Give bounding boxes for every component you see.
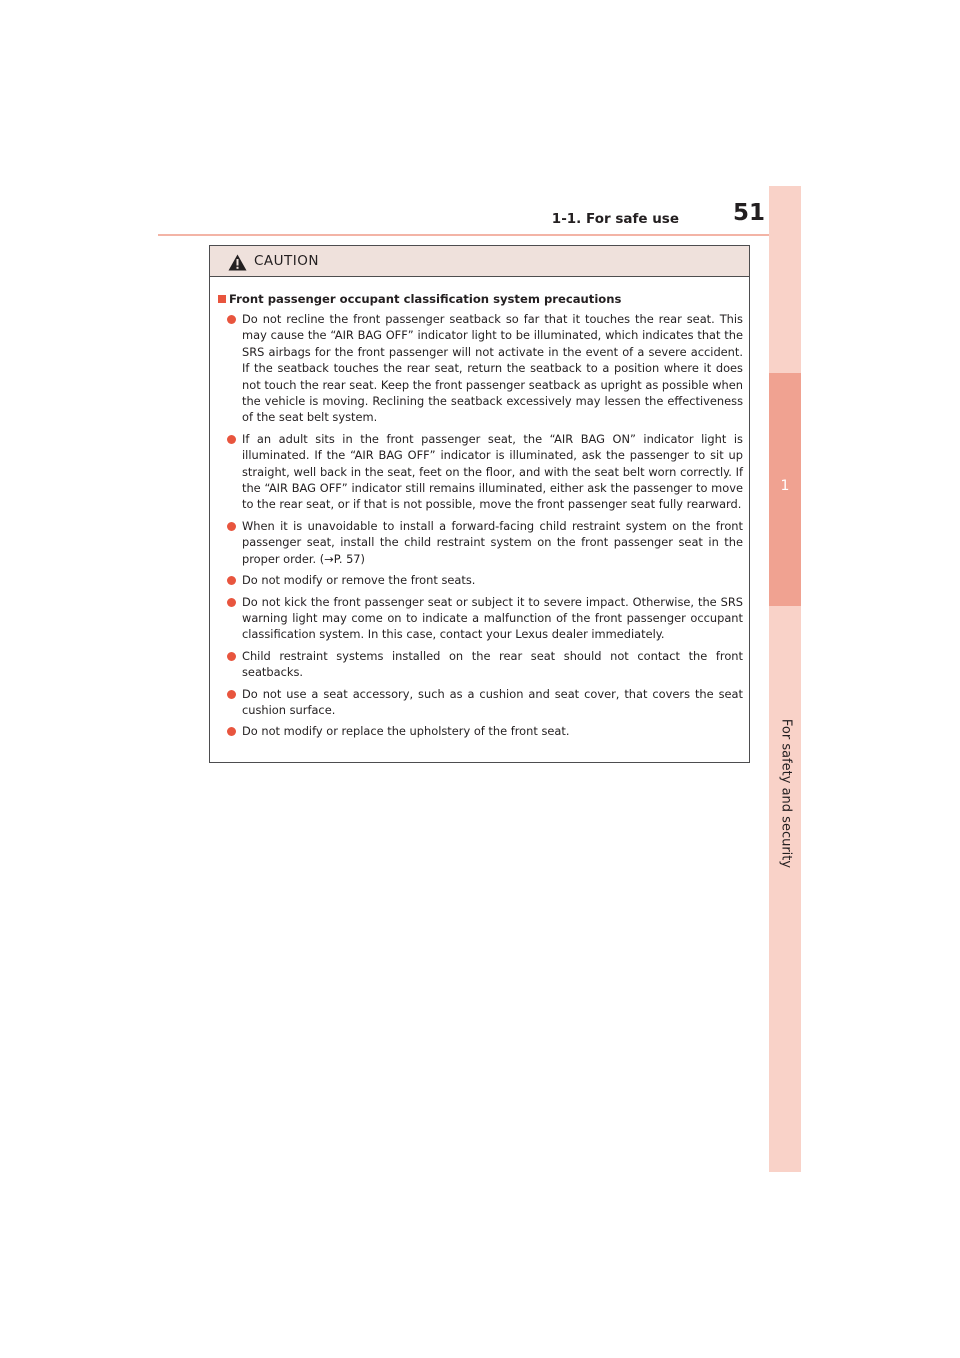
bullet-dot-icon bbox=[227, 435, 236, 444]
caution-heading-text: Front passenger occupant classification system precautions bbox=[229, 292, 622, 306]
caution-item bbox=[218, 311, 743, 426]
chapter-label: For safety and security bbox=[778, 718, 794, 869]
caution-title: CAUTION bbox=[254, 253, 319, 269]
caution-item-text: Do not recline the front passenger seatback so far that it touches the rear seat. This may cause the “AIR BAG OFF” indicator light to be illuminated, which indicates that the SRS airbags for the front passenger will not activate in the event of a severe accident. If the seatback touches the rear seat, return the seatback to a position where it does not touch the rear seat. Keep the front passenger seatback as upright as possible when the vehicle is moving. Reclining the seatback excessively may lessen the effectiveness of the seat belt system. bbox=[242, 312, 743, 425]
chapter-side-strip bbox=[769, 186, 801, 1172]
caution-item bbox=[218, 648, 743, 681]
caution-item-text: When it is unavoidable to install a forward-facing child restraint system on the front passenger seat, install the child restraint system on the front passenger seat in the proper order. (→P. 57) bbox=[242, 518, 743, 566]
caution-item bbox=[218, 572, 743, 588]
caution-item bbox=[218, 594, 743, 643]
caution-item bbox=[218, 723, 743, 739]
warning-triangle-icon bbox=[228, 254, 247, 271]
bullet-dot-icon bbox=[227, 690, 236, 699]
bullet-dot-icon bbox=[227, 652, 236, 661]
chapter-number: 1 bbox=[780, 478, 790, 494]
caution-item bbox=[218, 431, 743, 513]
chapter-tab[interactable] bbox=[769, 373, 801, 606]
caution-header bbox=[210, 246, 749, 277]
caution-item-text: Do not modify or replace the upholstery of the front seat. bbox=[242, 724, 570, 739]
caution-item-text: Do not modify or remove the front seats. bbox=[242, 573, 476, 588]
section-title: 1-1. For safe use bbox=[551, 211, 679, 227]
caution-item-text: Do not use a seat accessory, such as a cushion and seat cover, that covers the seat cushion surface. bbox=[242, 686, 743, 717]
bullet-dot-icon bbox=[227, 727, 236, 736]
square-bullet-icon bbox=[218, 295, 226, 303]
caution-box bbox=[209, 245, 750, 763]
bullet-dot-icon bbox=[227, 522, 236, 531]
caution-item-text: If an adult sits in the front passenger seat, the “AIR BAG ON” indicator light is illuminated. If the “AIR BAG OFF” indicator is illuminated, ask the passenger to sit up straight, well back in the seat, feet on the floor, and with the seat belt worn correctly. If the “AIR BAG OFF” indicator still remains illuminated, either ask the passenger to move to the rear seat, or if that is not possible, move the front passenger seat fully rearward. bbox=[242, 431, 743, 512]
page-header bbox=[158, 200, 799, 236]
page-number: 51 bbox=[732, 200, 765, 226]
caution-heading bbox=[218, 291, 743, 307]
caution-body bbox=[210, 277, 749, 740]
caution-item bbox=[218, 518, 743, 567]
bullet-dot-icon bbox=[227, 598, 236, 607]
caution-item bbox=[218, 686, 743, 719]
bullet-dot-icon bbox=[227, 576, 236, 585]
bullet-dot-icon bbox=[227, 315, 236, 324]
caution-item-text: Do not kick the front passenger seat or subject it to severe impact. Otherwise, the SRS warning light may come on to indicate a malfunction of the front passenger occupant classification system. In this case, contact your Lexus dealer immediately. bbox=[242, 594, 743, 642]
caution-item-text: Child restraint systems installed on the rear seat should not contact the front seatbacks. bbox=[242, 648, 743, 680]
